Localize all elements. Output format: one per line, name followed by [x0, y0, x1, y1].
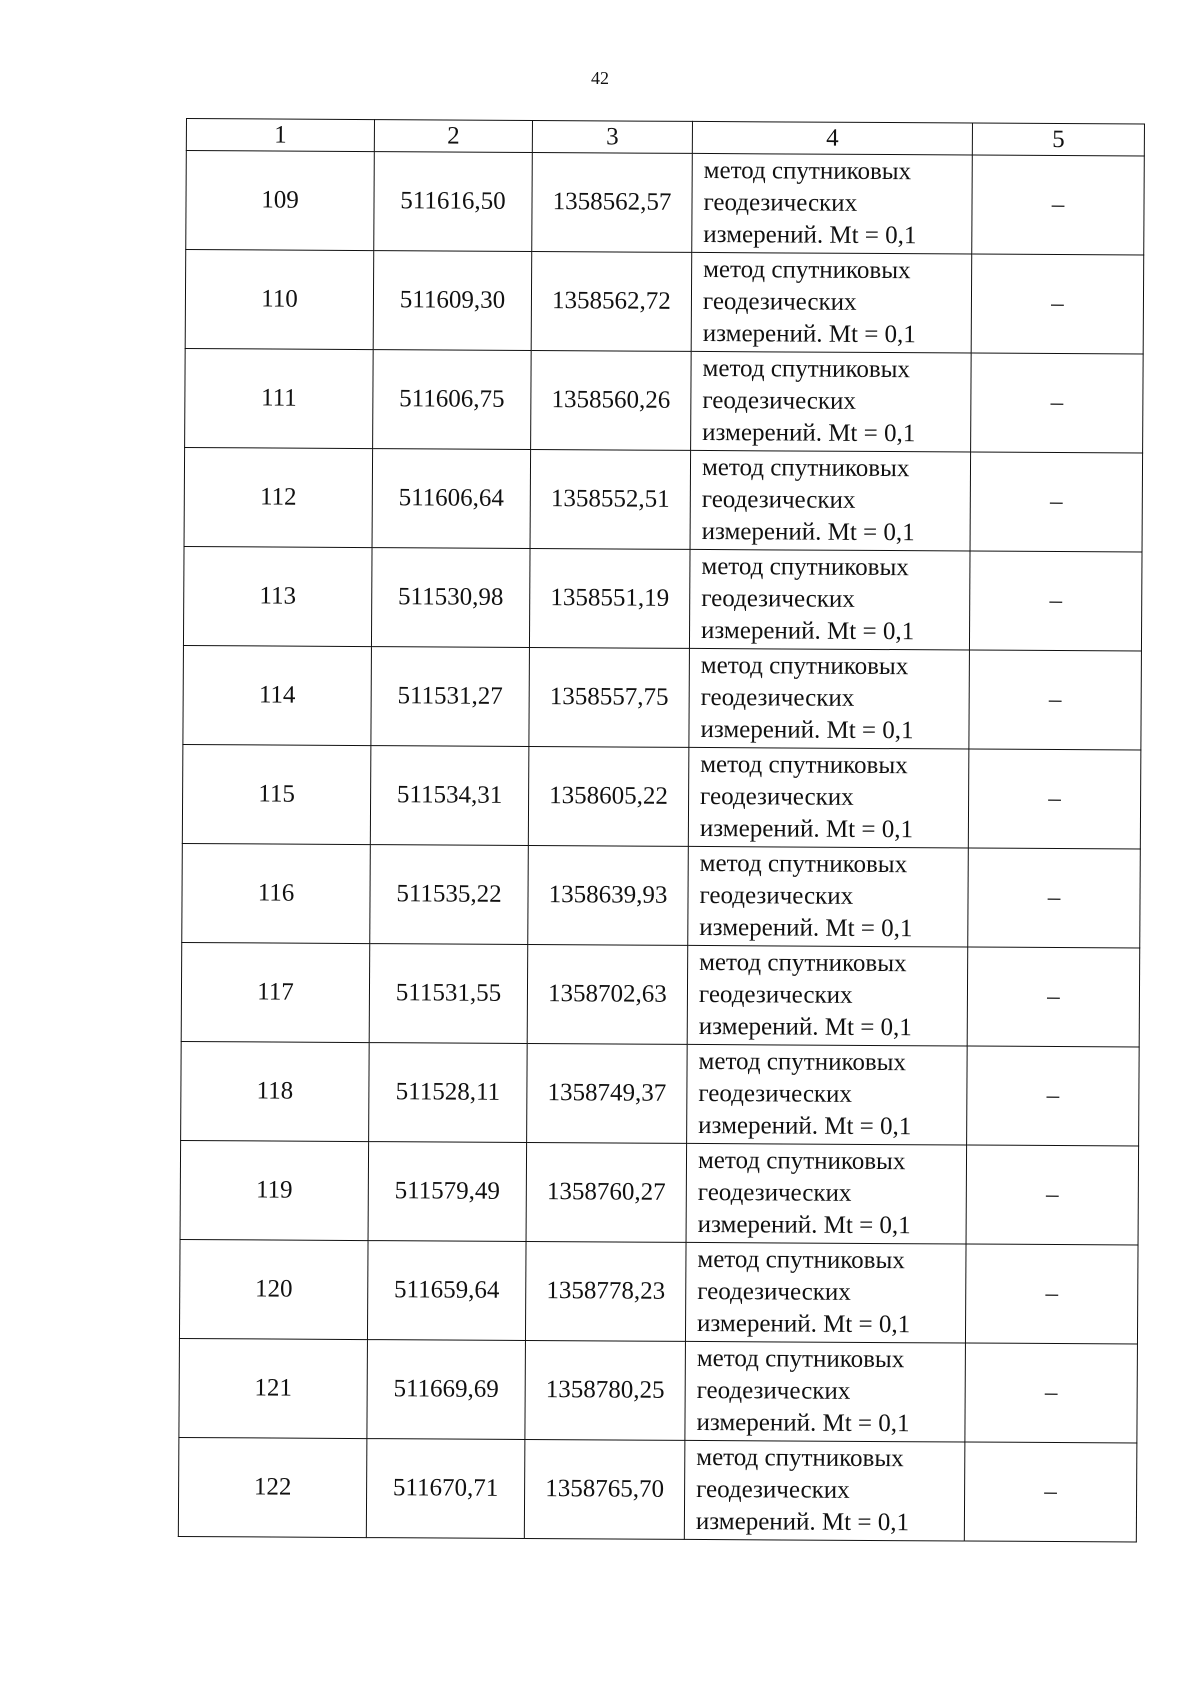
method-line: геодезических — [698, 980, 853, 1009]
note-cell: – — [971, 254, 1144, 354]
x-coordinate-cell: 511531,55 — [369, 944, 528, 1044]
table-row — [185, 250, 1144, 355]
note-cell: – — [970, 452, 1143, 552]
note-cell: – — [969, 551, 1142, 651]
y-coordinate-cell: 1358778,23 — [525, 1241, 686, 1341]
method-line: метод спутниковых — [696, 1443, 904, 1473]
coordinates-table — [178, 118, 1145, 1542]
y-coordinate-cell: 1358557,75 — [529, 647, 690, 747]
method-line: измерений. Mt = 0,1 — [696, 1309, 911, 1339]
column-header-4: 4 — [692, 121, 972, 155]
column-header-3: 3 — [532, 120, 692, 153]
point-number-cell: 117 — [181, 942, 370, 1042]
y-coordinate-cell: 1358765,70 — [524, 1439, 685, 1539]
point-number-cell: 115 — [182, 744, 371, 844]
method-cell — [689, 549, 970, 650]
method-line: измерений. Mt = 0,1 — [698, 1012, 912, 1042]
method-line: геодезических — [697, 1178, 852, 1207]
point-number-cell: 113 — [183, 546, 372, 646]
note-cell: – — [967, 1046, 1140, 1146]
note-cell: – — [965, 1343, 1138, 1443]
y-coordinate-cell: 1358560,26 — [531, 350, 692, 450]
method-line: метод спутниковых — [696, 1344, 905, 1374]
method-cell — [692, 153, 973, 254]
method-line: метод спутниковых — [701, 453, 910, 483]
note-cell: – — [972, 155, 1145, 255]
method-line: измерений. Mt = 0,1 — [703, 220, 917, 250]
x-coordinate-cell: 511530,98 — [371, 548, 530, 648]
method-line: геодезических — [703, 188, 858, 217]
table-row — [186, 151, 1145, 256]
page-number: 42 — [591, 68, 609, 88]
point-number-cell: 112 — [184, 447, 373, 547]
method-cell — [689, 648, 970, 749]
method-line: геодезических — [702, 386, 857, 415]
method-line: метод спутниковых — [699, 849, 908, 879]
method-line: метод спутниковых — [697, 1146, 906, 1176]
method-line: измерений. Mt = 0,1 — [702, 418, 916, 448]
x-coordinate-cell: 511659,64 — [367, 1241, 526, 1341]
point-number-cell: 118 — [181, 1041, 370, 1141]
method-line: измерений. Mt = 0,1 — [696, 1408, 910, 1438]
x-coordinate-cell: 511534,31 — [370, 746, 529, 846]
method-line: геодезических — [696, 1475, 850, 1504]
method-line: метод спутниковых — [700, 750, 908, 780]
method-cell — [685, 1242, 966, 1343]
note-cell: – — [964, 1442, 1137, 1542]
note-cell: – — [965, 1244, 1138, 1344]
method-line: геодезических — [701, 485, 856, 514]
method-cell — [687, 945, 968, 1046]
method-cell — [687, 1044, 968, 1145]
y-coordinate-cell: 1358562,57 — [532, 152, 693, 252]
y-coordinate-cell: 1358702,63 — [527, 944, 688, 1044]
point-number-cell: 120 — [179, 1239, 368, 1339]
point-number-cell: 110 — [185, 250, 374, 350]
y-coordinate-cell: 1358562,72 — [531, 251, 692, 351]
method-line: геодезических — [700, 683, 855, 712]
method-line: измерений. Mt = 0,1 — [701, 517, 915, 547]
note-cell: – — [968, 848, 1141, 948]
method-line: метод спутниковых — [702, 354, 911, 384]
table-row — [183, 645, 1142, 750]
method-line: измерений. Mt = 0,1 — [699, 814, 914, 844]
table-row — [184, 447, 1143, 552]
table-row — [182, 744, 1141, 849]
method-line: метод спутниковых — [701, 552, 909, 582]
x-coordinate-cell: 511616,50 — [374, 152, 533, 252]
y-coordinate-cell: 1358760,27 — [526, 1142, 687, 1242]
method-line: геодезических — [699, 881, 854, 910]
table-row — [185, 348, 1144, 453]
method-line: метод спутниковых — [703, 255, 911, 285]
method-line: измерений. Mt = 0,1 — [700, 616, 915, 646]
table-row — [180, 1140, 1139, 1245]
y-coordinate-cell: 1358749,37 — [527, 1043, 688, 1143]
table-row — [178, 1437, 1137, 1542]
note-cell: – — [966, 1145, 1139, 1245]
y-coordinate-cell: 1358639,93 — [528, 845, 689, 945]
table-row — [179, 1239, 1138, 1344]
x-coordinate-cell: 511670,71 — [366, 1439, 525, 1539]
x-coordinate-cell: 511528,11 — [369, 1043, 528, 1143]
method-cell — [686, 1143, 967, 1244]
method-line: метод спутниковых — [703, 156, 912, 186]
point-number-cell: 114 — [183, 645, 372, 745]
table-row — [183, 546, 1142, 651]
table-row — [179, 1338, 1138, 1443]
x-coordinate-cell: 511609,30 — [373, 251, 532, 351]
method-cell — [688, 846, 969, 947]
method-line: метод спутниковых — [698, 1047, 907, 1077]
note-cell: – — [967, 947, 1140, 1047]
point-number-cell: 109 — [186, 151, 375, 251]
method-line: измерений. Mt = 0,1 — [699, 913, 913, 943]
method-line: метод спутниковых — [700, 651, 909, 681]
column-header-5: 5 — [972, 123, 1144, 156]
x-coordinate-cell: 511531,27 — [371, 647, 530, 747]
table-row — [182, 843, 1141, 948]
method-line: геодезических — [696, 1376, 851, 1405]
point-number-cell: 111 — [185, 348, 374, 448]
method-line: измерений. Mt = 0,1 — [700, 715, 914, 745]
method-line: геодезических — [700, 782, 854, 811]
y-coordinate-cell: 1358552,51 — [530, 449, 691, 549]
point-number-cell: 116 — [182, 843, 371, 943]
method-line: измерений. Mt = 0,1 — [695, 1507, 910, 1537]
x-coordinate-cell: 511535,22 — [370, 845, 529, 945]
column-header-2: 2 — [374, 120, 532, 153]
point-number-cell: 122 — [178, 1437, 367, 1537]
method-line: измерений. Mt = 0,1 — [698, 1111, 912, 1141]
point-number-cell: 119 — [180, 1140, 369, 1240]
method-line: метод спутниковых — [697, 1245, 905, 1275]
table-body — [178, 151, 1144, 1542]
method-cell — [685, 1341, 966, 1442]
note-cell: – — [971, 353, 1144, 453]
table-row — [181, 942, 1140, 1047]
method-line: геодезических — [697, 1277, 851, 1306]
note-cell: – — [969, 650, 1142, 750]
method-line: геодезических — [698, 1079, 853, 1108]
x-coordinate-cell: 511606,64 — [372, 449, 531, 549]
y-coordinate-cell: 1358605,22 — [528, 746, 689, 846]
method-cell — [688, 747, 969, 848]
x-coordinate-cell: 511579,49 — [368, 1142, 527, 1242]
y-coordinate-cell: 1358551,19 — [529, 548, 690, 648]
y-coordinate-cell: 1358780,25 — [525, 1340, 686, 1440]
point-number-cell: 121 — [179, 1338, 368, 1438]
method-cell — [690, 450, 971, 551]
method-cell — [691, 252, 972, 353]
method-line: геодезических — [701, 584, 855, 613]
note-cell: – — [968, 749, 1141, 849]
column-header-1: 1 — [186, 119, 374, 152]
method-cell — [691, 351, 972, 452]
method-line: измерений. Mt = 0,1 — [697, 1210, 911, 1240]
x-coordinate-cell: 511669,69 — [367, 1340, 526, 1440]
method-line: метод спутниковых — [699, 948, 907, 978]
x-coordinate-cell: 511606,75 — [373, 350, 532, 450]
table-row — [181, 1041, 1140, 1146]
method-cell — [684, 1440, 965, 1541]
method-line: геодезических — [702, 287, 857, 316]
method-line: измерений. Mt = 0,1 — [702, 319, 916, 349]
